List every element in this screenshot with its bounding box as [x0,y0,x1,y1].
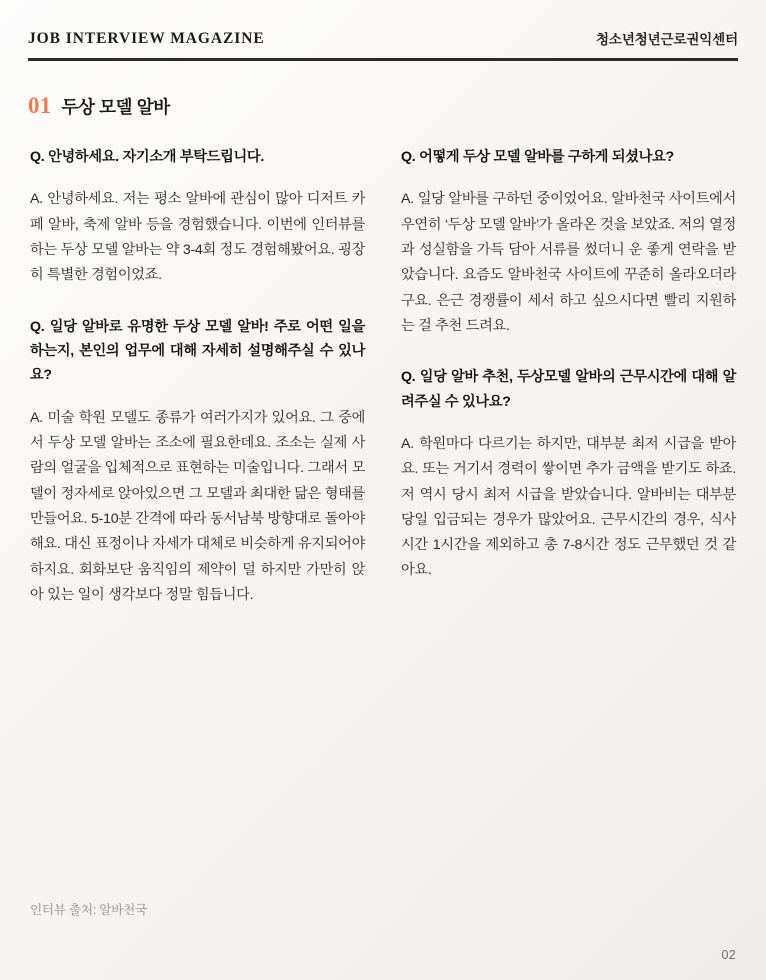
page-header [24,28,742,58]
interview-question: Q. 일당 알바 추천, 두상모델 알바의 근무시간에 대해 알려주실 수 있나요? [401,369,736,410]
organization-name: 청소년청년근로권익센터 [596,32,738,47]
article-title-row [28,93,738,119]
interview-question: Q. 어떻게 두상 모델 알바를 구하게 되셨나요? [401,149,674,165]
source-credit: 인터뷰 출처: 알바천국 [30,903,147,917]
article-columns [24,145,742,608]
interview-answer: A. 안녕하세요. 저는 평소 알바에 관심이 많아 디저트 카페 알바, 축제 알바 등을 경험했습니다. 이번에 인터뷰를 하는 두상 모델 알바는 약 3-4회 정도 경험해봤어요. 굉장히 특별한 경험이었죠. [30,191,365,284]
interview-question: Q. 일당 알바로 유명한 두상 모델 알바! 주로 어떤 일을 하는지, 본인의 업무에 대해 자세히 설명해주실 수 있나요? [30,318,365,384]
article-number: 01 [28,93,52,118]
masthead-title: JOB INTERVIEW MAGAZINE [28,30,265,47]
interview-question: Q. 안녕하세요. 자기소개 부탁드립니다. [30,149,265,165]
page-number: 02 [721,948,736,962]
left-column [30,145,365,608]
interview-answer: A. 일당 알바를 구하던 중이었어요. 알바천국 사이트에서 우연히 ‘두상 모델 알바’가 올라온 것을 보았죠. 저의 열정과 성실함을 가득 담아 서류를 썼더니 운 좋게 연락을 받았습니다. 요즘도 알바천국 사이트에 꾸준히 올라오더라구요. 은근 경쟁률이 세서 하고 싶으시다면 빨리 지원하는 걸 추천 드려요. [401,191,736,334]
page-title: 두상 모델 알바 [61,97,170,117]
interview-answer: A. 미술 학원 모델도 종류가 여러가지가 있어요. 그 중에서 두상 모델 알바는 조소에 필요한데요. 조소는 실제 사람의 얼굴을 입체적으로 표현하는 미술입니다. 그래서 모델이 정자세로 앉아있으면 그 모델과 최대한 닮은 형태를 만들어요. 5-10분 간격에 따라 동서남북 방향대로 돌아야 해요. 대신 표정이나 자세가 대체로 비슷하게 유지되어야 하지요. 회화보단 움직임의 제약이 덜 하지만 가만히 앉아 있는 일이 생각보다 정말 힘듭니다. [30,409,365,603]
right-column [401,145,736,608]
header-divider [28,58,738,61]
interview-answer: A. 학원마다 다르기는 하지만, 대부분 최저 시급을 받아요. 또는 거기서 경력이 쌓이면 추가 금액을 받기도 하죠. 저 역시 당시 최저 시급을 받았습니다. 알바비는 대부분 당일 입금되는 경우가 많았어요. 근무시간의 경우, 식사시간 1시간을 제외하고 총 7-8시간 정도 근무했던 것 같아요. [401,435,736,579]
